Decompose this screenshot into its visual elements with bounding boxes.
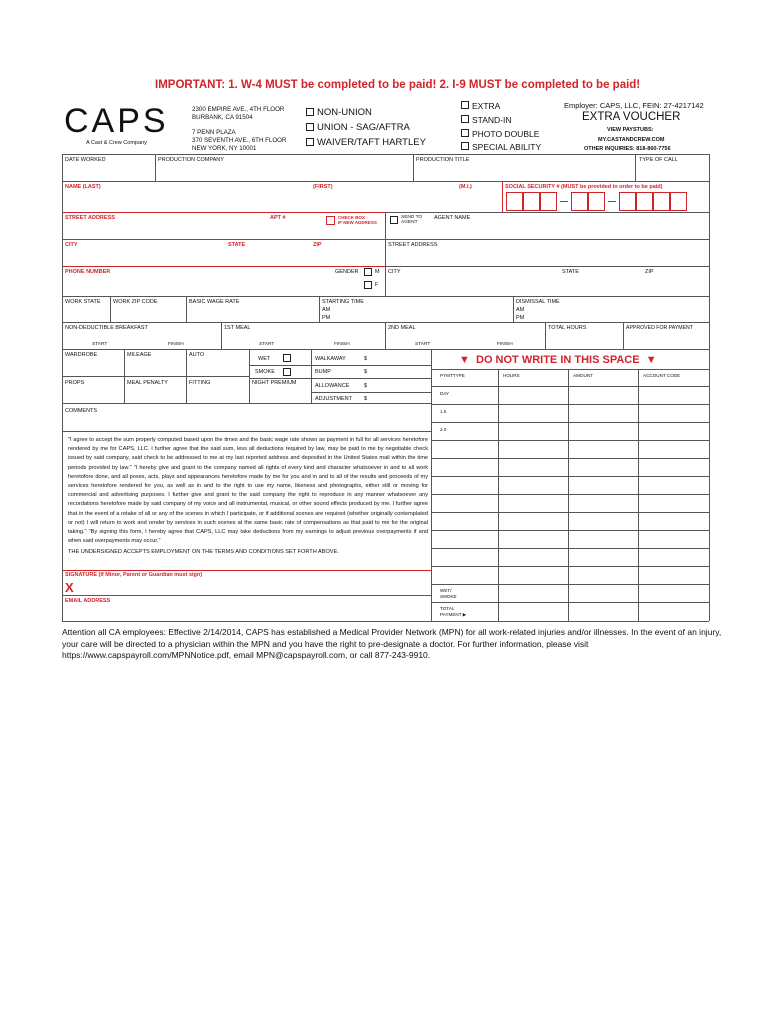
agent-city-label: CITY — [388, 269, 401, 275]
basic-wage-label: BASIC WAGE RATE — [189, 299, 240, 305]
ssn-box[interactable] — [571, 192, 588, 211]
ssn-box[interactable] — [653, 192, 670, 211]
auto-label: AUTO — [189, 352, 205, 358]
wet-checkbox[interactable] — [283, 354, 291, 362]
fitting-label: FITTING — [189, 380, 211, 386]
pay-row-wet-smoke-line1: WET/ — [440, 588, 452, 593]
phone-number-label: PHONE NUMBER — [65, 269, 111, 275]
night-premium-label: NIGHT PREMIUM — [252, 380, 297, 386]
email-address-label: EMAIL ADDRESS — [65, 598, 111, 604]
gender-m-checkbox[interactable] — [364, 268, 372, 276]
burbank-address-line1: 2300 EMPIRE AVE., 4TH FLOOR — [192, 106, 285, 113]
ssn-label: SOCIAL SECURITY # (MUST be provided in order to be paid) — [505, 184, 663, 190]
send-to-label-line2: AGENT — [401, 220, 418, 225]
agent-street-address-label: STREET ADDRESS — [388, 242, 438, 248]
extra-label: EXTRA — [472, 101, 501, 111]
total-hours-label: TOTAL HOURS — [548, 325, 587, 331]
state-label: STATE — [228, 242, 246, 248]
non-deductible-breakfast-label: NON-DEDUCTIBLE BREAKFAST — [65, 325, 148, 331]
dismissal-pm-label: PM — [516, 315, 525, 321]
work-state-label: WORK STATE — [65, 299, 101, 305]
approved-for-payment-label: APPROVED FOR PAYMENT — [626, 325, 693, 331]
ny-address-line1: 7 PENN PLAZA — [192, 129, 236, 136]
wet-label: WET — [258, 356, 271, 362]
date-worked-label: DATE WORKED — [65, 157, 106, 163]
meal-penalty-label: MEAL PENALTY — [127, 380, 168, 386]
name-first-label: (FIRST) — [313, 184, 333, 190]
burbank-address-line2: BURBANK, CA 91504 — [192, 114, 253, 121]
start-am-label: AM — [322, 307, 331, 313]
sag-aftra-label: UNION - SAG/AFTRA — [317, 122, 410, 133]
account-code-header: ACCOUNT CODE — [643, 373, 681, 378]
agent-name-label: AGENT NAME — [434, 215, 471, 221]
special-ability-label: SPECIAL ABILITY — [472, 142, 542, 152]
ny-address-line2: 370 SEVENTH AVE., 6TH FLOOR — [192, 137, 287, 144]
ssn-box[interactable] — [619, 192, 636, 211]
work-zip-label: WORK ZIP CODE — [113, 299, 158, 305]
wardrobe-label: WARDROBE — [65, 352, 98, 358]
apt-label: APT # — [270, 215, 286, 221]
bump-dollar: $ — [364, 369, 368, 375]
breakfast-start-label: START — [92, 342, 108, 347]
ssn-box[interactable] — [523, 192, 540, 211]
street-address-label: STREET ADDRESS — [65, 215, 115, 221]
other-inquiries: OTHER INQUIRIES: 818-860-7756 — [584, 146, 671, 152]
pay-row-1-5: 1.5 — [440, 409, 447, 414]
ssn-box[interactable] — [506, 192, 523, 211]
acceptance-statement: THE UNDERSIGNED ACCEPTS EMPLOYMENT ON THE TERMS AND CONDITIONS SET FORTH ABOVE. — [68, 549, 339, 556]
do-not-write-text: DO NOT WRITE IN THIS SPACE — [476, 354, 640, 366]
second-meal-label: 2ND MEAL — [388, 325, 416, 331]
name-last-label: NAME (LAST) — [65, 184, 101, 190]
sag-aftra-checkbox[interactable] — [306, 123, 314, 131]
first-meal-start-label: START — [259, 342, 275, 347]
send-to-agent-checkbox[interactable] — [390, 216, 398, 224]
allowance-dollar: $ — [364, 383, 368, 389]
agent-state-label: STATE — [562, 269, 579, 275]
extra-checkbox[interactable] — [461, 101, 469, 109]
start-pm-label: PM — [322, 315, 331, 321]
pay-row-2-0: 2.0 — [440, 427, 447, 432]
second-meal-finish-label: FINISH — [497, 342, 513, 347]
bump-label: BUMP — [315, 369, 331, 375]
dismissal-time-label: DISMISSAL TIME — [516, 299, 560, 305]
amount-header: AMOUNT — [573, 373, 593, 378]
caps-logo: CAPS — [64, 102, 169, 140]
special-ability-checkbox[interactable] — [461, 142, 469, 150]
stand-in-checkbox[interactable] — [461, 115, 469, 123]
dismissal-am-label: AM — [516, 307, 525, 313]
mpn-notice: Attention all CA employees: Effective 2/14/2014, CAPS has established a Medical Provider Network (MPN) for all work-related injuries and/or illnesses. In the event of an injury, your care will be directed to a physician within the MPN and you have the right to pre-designate a doctor. For further information, please visit https://www.capspayroll.com/MPNNotice.pdf, email MPN@capspayroll.com, or call 877-243-9910. — [62, 627, 722, 660]
employer-fein: Employer: CAPS, LLC, FEIN: 27-4217142 — [564, 101, 704, 110]
waiver-taft-hartley-checkbox[interactable] — [306, 138, 314, 146]
important-notice: IMPORTANT: 1. W-4 MUST be completed to be paid! 2. I-9 MUST be completed to be paid! — [155, 79, 641, 91]
send-to-label-line1: SEND TO — [401, 215, 423, 220]
do-not-write-banner: ▼ DO NOT WRITE IN THIS SPACE ▼ — [459, 354, 657, 366]
smoke-label: SMOKE — [255, 369, 275, 375]
hours-header: HOURS — [503, 373, 520, 378]
starting-time-label: STARTING TIME — [322, 299, 364, 305]
pay-row-total-line1: TOTAL — [440, 606, 455, 611]
signature-x-mark: X — [65, 580, 74, 595]
first-meal-label: 1ST MEAL — [224, 325, 251, 331]
gender-m-label: M — [375, 269, 380, 275]
pay-row-wet-smoke-line2: SMOKE — [440, 594, 457, 599]
legal-agreement — [68, 436, 428, 558]
form-title: EXTRA VOUCHER — [582, 111, 681, 123]
pay-row-total-line2: PAYMENT ▶ — [440, 612, 467, 617]
ssn-box[interactable] — [588, 192, 605, 211]
ssn-box[interactable] — [540, 192, 557, 211]
agent-zip-label: ZIP — [645, 269, 654, 275]
check-box-label-line2: IF NEW ADDRESS — [338, 220, 377, 225]
name-mi-label: (M.I.) — [459, 184, 472, 190]
paystubs-url[interactable]: MY.CASTANDCREW.COM — [598, 137, 665, 143]
non-union-label: NON-UNION — [317, 107, 372, 118]
first-meal-finish-label: FINISH — [334, 342, 350, 347]
photo-double-label: PHOTO DOUBLE — [472, 129, 540, 139]
non-union-checkbox[interactable] — [306, 108, 314, 116]
mileage-label: MILEAGE — [127, 352, 152, 358]
ssn-box[interactable] — [636, 192, 653, 211]
photo-double-checkbox[interactable] — [461, 129, 469, 137]
gender-f-checkbox[interactable] — [364, 281, 372, 289]
pay-row-day: DAY — [440, 391, 450, 396]
gender-f-label: F — [375, 282, 379, 288]
production-company-label: PRODUCTION COMPANY — [158, 157, 224, 163]
ssn-box[interactable] — [670, 192, 687, 211]
adjustment-label: ADJUSTMENT — [315, 396, 352, 402]
walkaway-label: WALKAWAY — [315, 356, 346, 362]
check-box-label-line1: CHECK BOX — [338, 215, 366, 220]
stand-in-label: STAND-IN — [472, 115, 512, 125]
allowance-label: ALLOWANCE — [315, 383, 350, 389]
smoke-checkbox[interactable] — [283, 368, 291, 376]
waiver-taft-hartley-label: WAIVER/TAFT HARTLEY — [317, 137, 426, 148]
pymt-type-header: PYMTTYPE — [440, 373, 465, 378]
adjustment-dollar: $ — [364, 396, 368, 402]
city-label: CITY — [65, 242, 78, 248]
gender-label: GENDER — [335, 269, 359, 275]
type-of-call-label: TYPE OF CALL — [639, 157, 678, 163]
legal-paragraph: "I agree to accept the sum properly computed based upon the times and the basic wage rate shown as payment in full for all services heretofore rendered by me for CAPS, LLC. I further agree that the said sum, less all deductions required by law, may be paid to me by negotiable check issued by said company, said check to be addressed to me at my last reported address and deposited in the United States mail within the time periods provided by law." "I hereby give and grant to the company named all rights of every kind and character whatsoever in and to all work heretofore done, and all poses, acts, plays and appearances heretofore made by me for you and in and to all of the results and proceeds of my services heretofore rendered for you, as well as in and to the right to use my name, likeness and photographs, either still or moving for commercial and advertising purposes. I further give and grant to the said company the right to reproduce in any manner whatsoever any recordations heretofore made by said company of my voice and all instrumental, musical, or other sound effects produced by me. I further agree that in the event of a retake of all or any of the scenes in which I participate, or if additional scenes are required (whether originally contemplated or not) I will return to work and render by services in such scenes at the same basic rate of compensations as that paid to me for the original taking." "By signing this form, I hereby agree that CAPS, LLC may take deductions from my earnings to adjust previous overpayments if and when said overpayments may occur." — [68, 437, 428, 545]
ny-address-line3: NEW YORK, NY 10001 — [192, 145, 257, 152]
new-address-checkbox[interactable] — [326, 216, 335, 225]
second-meal-start-label: START — [415, 342, 431, 347]
props-label: PROPS — [65, 380, 85, 386]
breakfast-finish-label: FINISH — [168, 342, 184, 347]
production-title-label: PRODUCTION TITLE — [416, 157, 470, 163]
comments-label: COMMENTS — [65, 408, 98, 414]
signature-label: SIGNATURE (If Minor, Parent or Guardian must sign) — [65, 572, 203, 578]
walkaway-dollar: $ — [364, 356, 368, 362]
zip-label: ZIP — [313, 242, 322, 248]
view-paystubs-label: VIEW PAYSTUBS: — [607, 127, 654, 133]
logo-tagline: A Cast & Crew Company — [86, 140, 147, 146]
